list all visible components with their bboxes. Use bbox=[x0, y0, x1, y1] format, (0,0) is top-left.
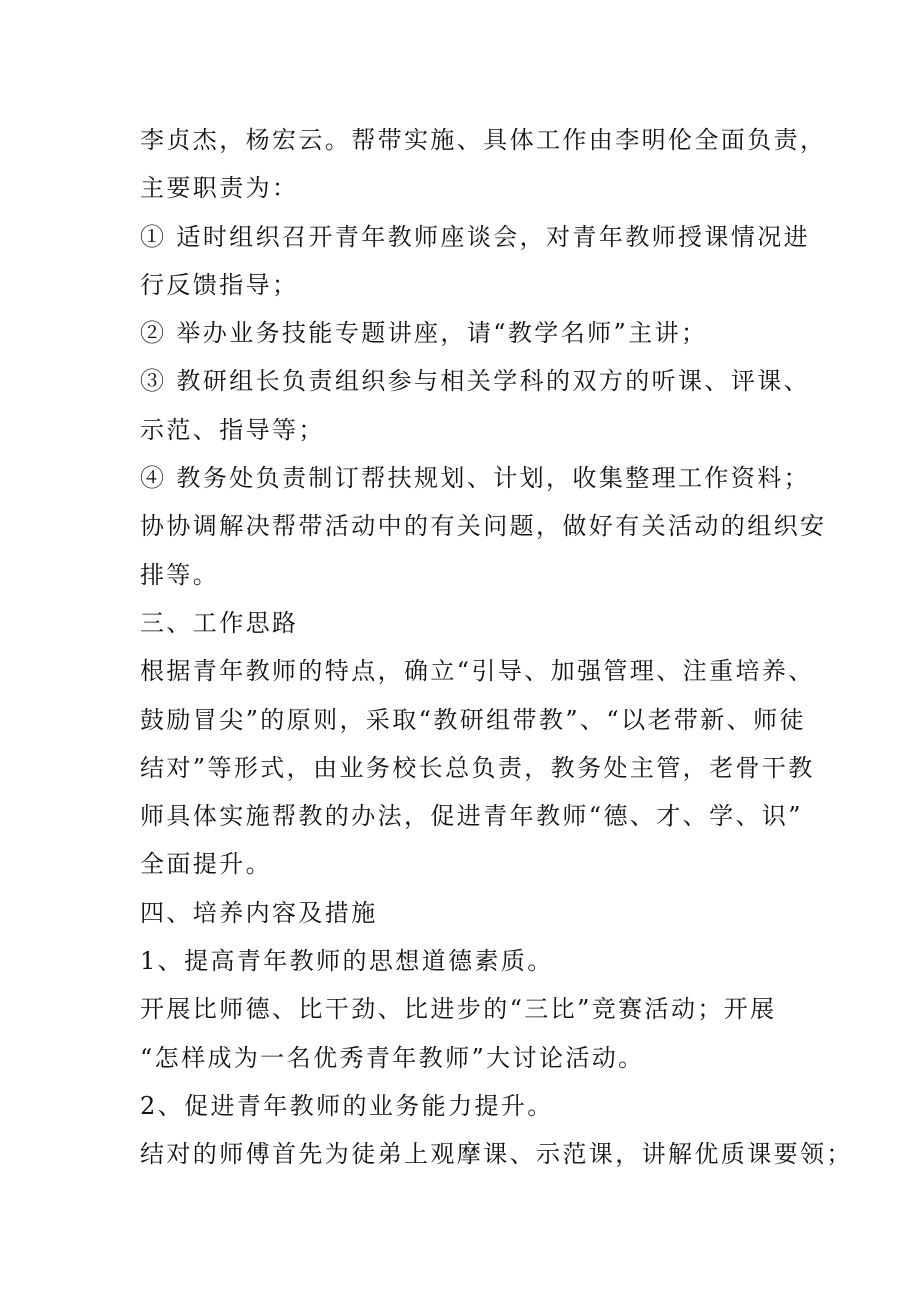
text-line: 行反馈指导； bbox=[140, 270, 299, 299]
text-line: 协协调解决帮带活动中的有关问题，做好有关活动的组织安 bbox=[140, 512, 827, 541]
subsection-heading: 1、提高青年教师的思想道德素质。 bbox=[140, 947, 554, 976]
text-line: 鼓励冒尖”的原则，采取“教研组带教”、“以老带新、师徒 bbox=[140, 705, 806, 734]
text-line: “怎样成为一名优秀青年教师”大讨论活动。 bbox=[140, 1043, 645, 1072]
text-line: 排等。 bbox=[140, 560, 220, 589]
list-item-4: ④ 教务处负责制订帮扶规划、计划，收集整理工作资料； bbox=[140, 464, 811, 493]
section-heading: 四、培养内容及措施 bbox=[140, 898, 378, 927]
text-line: 结对”等形式，由业务校长总负责，教务处主管，老骨干教 bbox=[140, 753, 815, 782]
section-heading: 三、工作思路 bbox=[140, 608, 299, 637]
text-line: 主要职责为： bbox=[140, 174, 299, 203]
list-item-1: ① 适时组织召开青年教师座谈会，对青年教师授课情况进 bbox=[140, 222, 811, 251]
subsection-heading: 2、促进青年教师的业务能力提升。 bbox=[140, 1091, 554, 1120]
text-line: 根据青年教师的特点，确立“引导、加强管理、注重培养、 bbox=[140, 657, 815, 686]
text-line: 李贞杰，杨宏云。帮带实施、具体工作由李明伦全面负责， bbox=[140, 126, 827, 154]
list-item-2: ② 举办业务技能专题讲座，请“教学名师”主讲； bbox=[140, 319, 708, 348]
document-body bbox=[140, 116, 853, 1179]
text-line: 全面提升。 bbox=[140, 850, 272, 879]
text-line: 开展比师德、比干劲、比进步的“三比”竞赛活动；开展 bbox=[140, 995, 777, 1024]
text-line: 师具体实施帮教的办法，促进青年教师“德、才、学、识” bbox=[140, 802, 803, 831]
text-line: 示范、指导等； bbox=[140, 415, 325, 444]
list-item-3: ③ 教研组长负责组织参与相关学科的双方的听课、评课、 bbox=[140, 367, 811, 396]
text-line: 结对的师傅首先为徒弟上观摩课、示范课，讲解优质课要领； bbox=[140, 1140, 853, 1169]
